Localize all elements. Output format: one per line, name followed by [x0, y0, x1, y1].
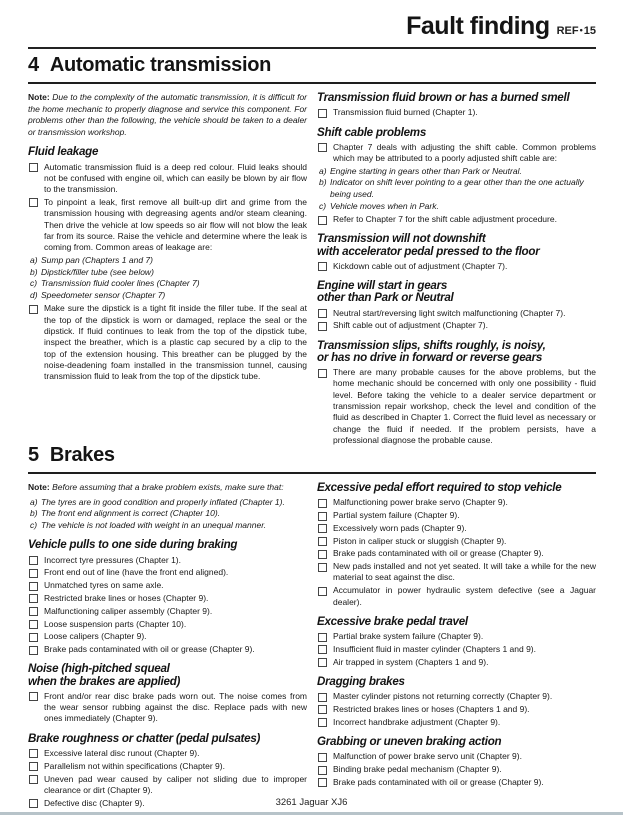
- lettered-item-text: Indicator on shift lever pointing to a gear other than the one actually being used.: [330, 177, 584, 199]
- lettered-item-letter: d): [30, 289, 38, 300]
- lettered-item-letter: c): [30, 519, 38, 530]
- checklist-item: [317, 777, 596, 788]
- checkbox-icon: [29, 198, 38, 207]
- section-title: [28, 444, 596, 474]
- checklist-item: [28, 631, 307, 642]
- checkbox-icon: [318, 216, 327, 225]
- checklist-item-text: Parallelism not within specifications (Chapter 9).: [44, 760, 225, 771]
- checklist-item: [317, 497, 596, 508]
- checkbox-icon: [29, 692, 38, 701]
- page-header: [406, 12, 596, 41]
- checklist-item-text: Air trapped in system (Chapters 1 and 9).: [333, 656, 489, 667]
- checklist-item: [317, 536, 596, 547]
- checkbox-icon: [29, 305, 38, 314]
- subsection-heading: [28, 539, 307, 551]
- checklist-item-text: There are many probable causes for the above problems, but the home mechanic should be concerned with only one possibility - fluid level. Before taking the vehicle to a dealer service department or transmission repair workshop, check the level and condition of the fluid as described in Chapter 1. Correct the fluid level as necessary or change the fluid if needed. If the problem persists, have a professional diagnose the probable cause.: [333, 367, 596, 445]
- checklist-item: [317, 367, 596, 446]
- checklist-item-text: Piston in caliper stuck or sluggish (Chapter 9).: [333, 535, 507, 546]
- note-text: Before assuming that a brake problem exists, make sure that:: [52, 482, 284, 492]
- page-ref: [557, 25, 596, 37]
- checklist-item: [28, 567, 307, 578]
- checklist-item-text: Excessive lateral disc runout (Chapter 9).: [44, 747, 200, 758]
- column-left: [28, 482, 307, 810]
- lettered-item-text: The vehicle is not loaded with weight in an unequal manner.: [41, 519, 267, 530]
- section-note: [28, 92, 307, 138]
- checklist-item: [317, 214, 596, 225]
- lettered-item-letter: c): [319, 200, 327, 211]
- checklist-item: [317, 585, 596, 608]
- note-text: Due to the complexity of the automatic transmission, it is difficult for the home mechanic to properly diagnose and service this component. For problems other than the following, the vehicle should be taken to a dealer or transmission workshop.: [28, 92, 307, 137]
- checkbox-icon: [318, 322, 327, 331]
- subsection-heading-line: Transmission fluid brown or has a burned smell: [317, 91, 570, 104]
- subsection-heading: [28, 146, 307, 158]
- subsection-heading-line: when the brakes are applied): [28, 674, 181, 688]
- lettered-item-text: Dipstick/filler tube (see below): [41, 266, 154, 277]
- checklist-item: [317, 308, 596, 319]
- page-ref-number: 15: [583, 25, 596, 37]
- section-title-text: Automatic transmission: [49, 54, 272, 76]
- checkbox-icon: [29, 775, 38, 784]
- lettered-list-item: [317, 177, 596, 200]
- section-title-text: Brakes: [49, 444, 115, 466]
- lettered-item-text: Speedometer sensor (Chapter 7): [41, 289, 166, 300]
- lettered-item-letter: c): [30, 278, 38, 289]
- lettered-list: [28, 255, 307, 301]
- subsection-heading: [317, 92, 596, 104]
- checklist-item-text: Kickdown cable out of adjustment (Chapter 7).: [333, 260, 508, 271]
- checkbox-icon: [318, 309, 327, 318]
- lettered-item-letter: b): [30, 508, 38, 519]
- lettered-list-item: [28, 520, 307, 532]
- checklist-item-text: Neutral start/reversing light switch malfunctioning (Chapter 7).: [333, 307, 566, 318]
- checkbox-icon: [29, 582, 38, 591]
- checklist-item-text: Excessively worn pads (Chapter 9).: [333, 522, 467, 533]
- header-rule: [28, 47, 596, 49]
- checklist-item-text: Front end out of line (have the front end aligned).: [44, 567, 229, 578]
- checkbox-icon: [318, 369, 327, 378]
- checkbox-icon: [29, 594, 38, 603]
- checklist-item-text: Partial system failure (Chapter 9).: [333, 510, 460, 520]
- section-columns: [28, 92, 596, 448]
- checklist-item-text: Loose calipers (Chapter 9).: [44, 631, 147, 642]
- subsection-heading: [317, 340, 596, 364]
- checkbox-icon: [29, 556, 38, 565]
- lettered-list-item: [28, 267, 307, 279]
- lettered-item-text: The tyres are in good condition and properly inflated (Chapter 1).: [41, 496, 285, 507]
- checkbox-icon: [318, 563, 327, 572]
- checklist-item-text: Restricted brake lines or hoses (Chapter 9).: [44, 592, 209, 603]
- section-columns: [28, 482, 596, 810]
- subsection-heading: [28, 663, 307, 687]
- checklist-item-text: Partial brake system failure (Chapter 9).: [333, 631, 484, 642]
- checkbox-icon: [318, 778, 327, 787]
- checkbox-icon: [29, 163, 38, 172]
- checklist-item: [28, 162, 307, 196]
- checklist-item-text: Chapter 7 deals with adjusting the shift cable. Common problems which may be attributed to a poorly adjusted shift cable are:: [333, 141, 596, 163]
- checklist-item-text: Incorrect tyre pressures (Chapter 1).: [44, 554, 181, 565]
- checkbox-icon: [318, 753, 327, 762]
- lettered-item-text: Engine starting in gears other than Park or Neutral.: [330, 165, 522, 176]
- checklist-item-text: Brake pads contaminated with oil or grease (Chapter 9).: [44, 644, 255, 655]
- checklist-item: [317, 751, 596, 762]
- subsection-heading-line: or has no drive in forward or reverse gears: [317, 350, 543, 364]
- checklist-item-text: To pinpoint a leak, first remove all built-up dirt and grime from the transmission housing with degreasing agents and/or steam cleaning. Then drive the vehicle at low speeds so air flow will not blow the leak far from its source. Raise the vehicle and determine where the leak is coming from. Common areas of leakage are:: [44, 196, 307, 253]
- subsection-heading: [317, 616, 596, 628]
- checklist-item-text: Unmatched tyres on same axle.: [44, 580, 164, 591]
- lettered-item-text: Sump pan (Chapters 1 and 7): [41, 254, 153, 265]
- checkbox-icon: [318, 537, 327, 546]
- lettered-list: [317, 166, 596, 212]
- checkbox-icon: [29, 633, 38, 642]
- subsection-heading-line: Dragging brakes: [317, 674, 405, 688]
- checklist-item: [317, 561, 596, 584]
- checklist-item: [317, 261, 596, 272]
- checklist-item: [317, 320, 596, 331]
- checklist-item: [28, 593, 307, 604]
- lettered-list: [28, 497, 307, 532]
- subsection-heading-line: Excessive brake pedal travel: [317, 614, 468, 628]
- column-right: [317, 92, 596, 448]
- checklist-item-text: Accumulator in power hydraulic system defective (see a Jaguar dealer).: [333, 585, 596, 607]
- checklist-item-text: New pads installed and not yet seated. It will take a while for the new material to seat against the disc.: [333, 561, 596, 583]
- checklist-item-text: Malfunctioning power brake servo (Chapter 9).: [333, 497, 508, 508]
- subsection-heading-line: Transmission will not downshift: [317, 232, 486, 246]
- checklist-item: [28, 580, 307, 591]
- subsection-heading-line: Grabbing or uneven braking action: [317, 735, 502, 749]
- checklist-item: [28, 748, 307, 759]
- lettered-list-item: [28, 255, 307, 267]
- subsection-heading-line: Brake roughness or chatter (pedal pulsates): [28, 731, 261, 745]
- page-title: Fault finding: [406, 12, 550, 40]
- checklist-item-text: Defective disc (Chapter 9).: [44, 797, 145, 808]
- subsection-heading-line: Fluid leakage: [28, 145, 99, 159]
- checkbox-icon: [318, 705, 327, 714]
- lettered-list-item: [317, 201, 596, 213]
- checklist-item: [317, 704, 596, 715]
- checklist-item-text: Uneven pad wear caused by caliper not sliding due to improper clearance or dirt (Chapter 9).: [44, 773, 307, 795]
- checklist-item-text: Transmission fluid burned (Chapter 1).: [333, 107, 478, 118]
- checklist-item-text: Brake pads contaminated with oil or grease (Chapter 9).: [333, 776, 544, 787]
- checklist-item: [317, 510, 596, 521]
- checklist-item: [28, 606, 307, 617]
- checkbox-icon: [29, 646, 38, 655]
- checklist-item: [317, 523, 596, 534]
- checklist-item-text: Master cylinder pistons not returning correctly (Chapter 9).: [333, 691, 553, 702]
- checklist-item: [28, 303, 307, 382]
- column-right: [317, 482, 596, 810]
- checklist-item: [317, 107, 596, 118]
- checklist-item: [28, 774, 307, 797]
- lettered-item-letter: b): [30, 266, 38, 277]
- checklist-item: [317, 644, 596, 655]
- checklist-item: [28, 555, 307, 566]
- section-number: 4: [28, 54, 39, 76]
- checkbox-icon: [29, 749, 38, 758]
- checklist-item-text: Make sure the dipstick is a tight fit inside the filler tube. If the seal at the top of the dipstick is worn or damaged, replace the seal or the dipstick. If fluid continues to leak from the top of the dipstick tube, inspect the breather, which is a plastic cap secured by a clip to the top of the extension housing. This breather can be plugged by the noise-deadening foam installed in the transmission tunnel, causing transmission fluid to leak from the top of the dipstick tube.: [44, 303, 307, 382]
- checklist-item-text: Incorrect handbrake adjustment (Chapter 9).: [333, 716, 501, 727]
- subsection-heading: [28, 733, 307, 745]
- checklist-item-text: Malfunctioning caliper assembly (Chapter 9).: [44, 605, 213, 616]
- checklist-item: [317, 717, 596, 728]
- checklist-item: [28, 619, 307, 630]
- checklist-item: [317, 142, 596, 165]
- section-note: [28, 482, 307, 494]
- subsection-heading: [317, 280, 596, 304]
- checkbox-icon: [318, 143, 327, 152]
- subsection-heading-line: Noise (high-pitched squeal: [28, 662, 170, 676]
- checklist-item: [28, 644, 307, 655]
- checkbox-icon: [318, 658, 327, 667]
- checklist-item: [28, 761, 307, 772]
- lettered-list-item: [28, 497, 307, 509]
- lettered-list-item: [28, 278, 307, 290]
- checklist-item-text: Loose suspension parts (Chapter 10).: [44, 618, 187, 629]
- checklist-item: [317, 548, 596, 559]
- subsection-heading-line: Transmission slips, shifts roughly, is noisy,: [317, 338, 546, 352]
- footer-text: 3261 Jaguar XJ6: [275, 797, 348, 808]
- subsection-heading: [317, 127, 596, 139]
- lettered-item-text: Vehicle moves when in Park.: [330, 200, 439, 211]
- subsection-heading: [317, 233, 596, 257]
- checklist-item-text: Binding brake pedal mechanism (Chapter 9).: [333, 764, 502, 775]
- subsection-heading: [317, 676, 596, 688]
- section-brakes: [28, 444, 596, 810]
- checklist-item: [317, 631, 596, 642]
- subsection-heading: [317, 736, 596, 748]
- checkbox-icon: [318, 718, 327, 727]
- section-title: [28, 54, 596, 84]
- lettered-list-item: [28, 508, 307, 520]
- checkbox-icon: [29, 620, 38, 629]
- section-number: 5: [28, 444, 39, 466]
- checkbox-icon: [318, 512, 327, 521]
- checkbox-icon: [29, 569, 38, 578]
- subsection-heading-line: Vehicle pulls to one side during braking: [28, 538, 238, 552]
- checklist-item-text: Restricted brakes lines or hoses (Chapters 1 and 9).: [333, 703, 530, 714]
- lettered-item-letter: a): [30, 254, 38, 265]
- checklist-item-text: Insufficient fluid in master cylinder (Chapters 1 and 9).: [333, 643, 536, 654]
- lettered-list-item: [28, 290, 307, 302]
- subsection-heading-line: Engine will start in gears: [317, 279, 448, 293]
- checklist-item-text: Malfunction of power brake servo unit (Chapter 9).: [333, 751, 522, 762]
- subsection-heading-line: Excessive pedal effort required to stop vehicle: [317, 481, 562, 494]
- lettered-item-text: Transmission fluid cooler lines (Chapter 7): [41, 278, 200, 289]
- checkbox-icon: [318, 587, 327, 596]
- lettered-list-item: [317, 166, 596, 178]
- checklist-item-text: Refer to Chapter 7 for the shift cable adjustment procedure.: [333, 214, 557, 225]
- lettered-item-letter: b): [319, 177, 327, 188]
- subsection-heading: [317, 482, 596, 494]
- checklist-item-text: Front and/or rear disc brake pads worn out. The noise comes from the wear sensor rubbing against the disc. Replace pads with new ones immediately (Chapter 9).: [44, 690, 307, 724]
- subsection-heading-line: Shift cable problems: [317, 125, 427, 139]
- note-label: Note:: [28, 482, 53, 492]
- checkbox-icon: [318, 524, 327, 533]
- subsection-heading-line: with accelerator pedal pressed to the floor: [317, 244, 540, 258]
- page-ref-separator: •: [579, 25, 583, 35]
- lettered-item-text: The front end alignment is correct (Chapter 10).: [41, 508, 221, 519]
- checklist-item: [317, 657, 596, 668]
- checkbox-icon: [29, 607, 38, 616]
- checklist-item-text: Automatic transmission fluid is a deep red colour. Fluid leaks should not be confused with engine oil, which can easily be blown by air flow to the transmission.: [44, 161, 307, 195]
- checkbox-icon: [318, 109, 327, 118]
- checklist-item: [317, 691, 596, 702]
- column-left: [28, 92, 307, 448]
- checkbox-icon: [318, 693, 327, 702]
- lettered-item-letter: a): [319, 165, 327, 176]
- subsection-heading-line: other than Park or Neutral: [317, 291, 454, 305]
- checkbox-icon: [318, 766, 327, 775]
- checklist-item-text: Brake pads contaminated with oil or grease (Chapter 9).: [333, 548, 544, 559]
- note-label: Note:: [28, 92, 53, 102]
- checklist-item-text: Shift cable out of adjustment (Chapter 7).: [333, 320, 488, 331]
- section-automatic-transmission: [28, 54, 596, 448]
- lettered-item-letter: a): [30, 496, 38, 507]
- checkbox-icon: [29, 762, 38, 771]
- checklist-item: [317, 764, 596, 775]
- checkbox-icon: [318, 262, 327, 271]
- checklist-item: [28, 197, 307, 253]
- checkbox-icon: [318, 550, 327, 559]
- checkbox-icon: [318, 499, 327, 508]
- checkbox-icon: [318, 645, 327, 654]
- checkbox-icon: [318, 633, 327, 642]
- page-ref-label: REF: [556, 25, 579, 37]
- checklist-item: [28, 691, 307, 725]
